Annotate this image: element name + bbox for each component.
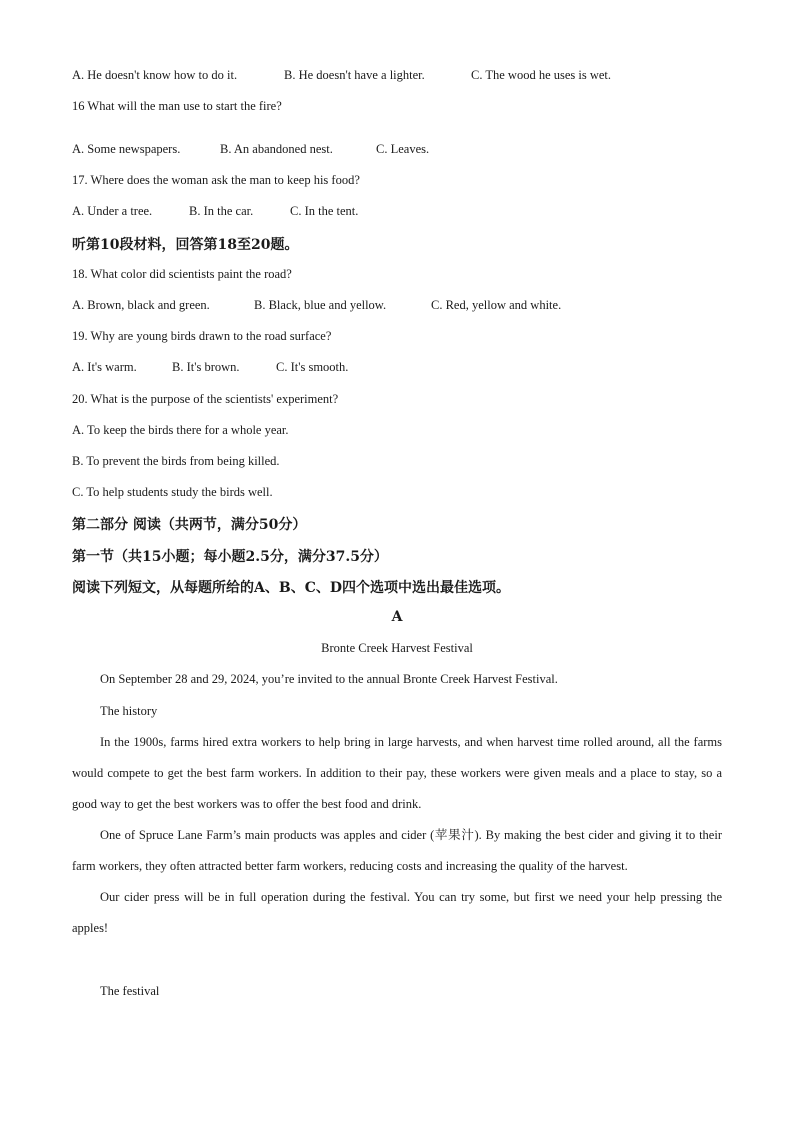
passage-intro: On September 28 and 29, 2024, you’re invited to the annual Bronte Creek Harvest Festival. bbox=[100, 672, 558, 686]
q20-option-a: A. To keep the birds there for a whole year. bbox=[72, 423, 289, 437]
q18-option-a: A. Brown, black and green. bbox=[72, 298, 210, 312]
q17-option-a: A. Under a tree. bbox=[72, 204, 153, 218]
q15-options bbox=[72, 68, 611, 83]
q19-options bbox=[72, 360, 348, 375]
festival-heading: The festival bbox=[100, 984, 160, 998]
q19-option-b: B. It's brown. bbox=[172, 360, 240, 374]
q15-option-b: B. He doesn't have a lighter. bbox=[284, 68, 425, 82]
q17-option-c: C. In the tent. bbox=[290, 204, 359, 218]
q16-option-b: B. An abandoned nest. bbox=[220, 142, 333, 156]
q19-option-a: A. It's warm. bbox=[72, 360, 137, 374]
q19-option-c: C. It's smooth. bbox=[276, 360, 349, 374]
passage-paragraph-1: In the 1900s, farms hired extra workers to help bring in large harvests, and when harvest time rolled around, all the farms would compete to get the best farm workers. In addition to their pay, these workers were given meals and a place to stay, so a good way to get the best workers was to offer the best food and drink. bbox=[72, 735, 722, 811]
q18-option-c: C. Red, yellow and white. bbox=[431, 298, 562, 312]
q18-options bbox=[72, 298, 561, 313]
passage-paragraph-2: One of Spruce Lane Farm’s main products was apples and cider (苹果汁). By making the best cider and giving it to their farm workers, they often attracted better farm workers, reducing costs and increasing the quality of the harvest. bbox=[72, 828, 722, 873]
history-heading: The history bbox=[100, 704, 158, 718]
part-2-heading: 第二部分 阅读（共两节，满分50分） bbox=[72, 517, 307, 533]
q15-option-a: A. He doesn't know how to do it. bbox=[72, 68, 238, 82]
passage-letter: A bbox=[391, 609, 403, 625]
section-10-heading: 听第10段材料，回答第18至20题。 bbox=[72, 237, 299, 253]
q20-option-b: B. To prevent the birds from being killed. bbox=[72, 454, 280, 468]
passage-paragraph-3: Our cider press will be in full operation during the festival. You can try some, but first we need your help pressing the apples! bbox=[72, 890, 722, 935]
q16-question: 16 What will the man use to start the fire? bbox=[72, 99, 282, 113]
q17-option-b: B. In the car. bbox=[189, 204, 254, 218]
q15-option-c: C. The wood he uses is wet. bbox=[471, 68, 612, 82]
passage-body bbox=[72, 727, 722, 944]
q17-options bbox=[72, 204, 358, 219]
section-1-heading: 第一节（共15小题；每小题2.5分，满分37.5分） bbox=[72, 549, 388, 565]
q18-question: 18. What color did scientists paint the road? bbox=[72, 267, 292, 281]
q20-option-c: C. To help students study the birds well. bbox=[72, 485, 273, 499]
q16-options bbox=[72, 142, 429, 157]
q16-option-a: A. Some newspapers. bbox=[72, 142, 181, 156]
passage-title: Bronte Creek Harvest Festival bbox=[321, 641, 473, 655]
q17-question: 17. Where does the woman ask the man to keep his food? bbox=[72, 173, 360, 187]
q20-question: 20. What is the purpose of the scientists' experiment? bbox=[72, 392, 339, 406]
reading-instruction: 阅读下列短文，从每题所给的A、B、C、D四个选项中选出最佳选项。 bbox=[72, 580, 510, 596]
q19-question: 19. Why are young birds drawn to the road surface? bbox=[72, 329, 332, 343]
q16-option-c: C. Leaves. bbox=[376, 142, 430, 156]
q18-option-b: B. Black, blue and yellow. bbox=[254, 298, 387, 312]
